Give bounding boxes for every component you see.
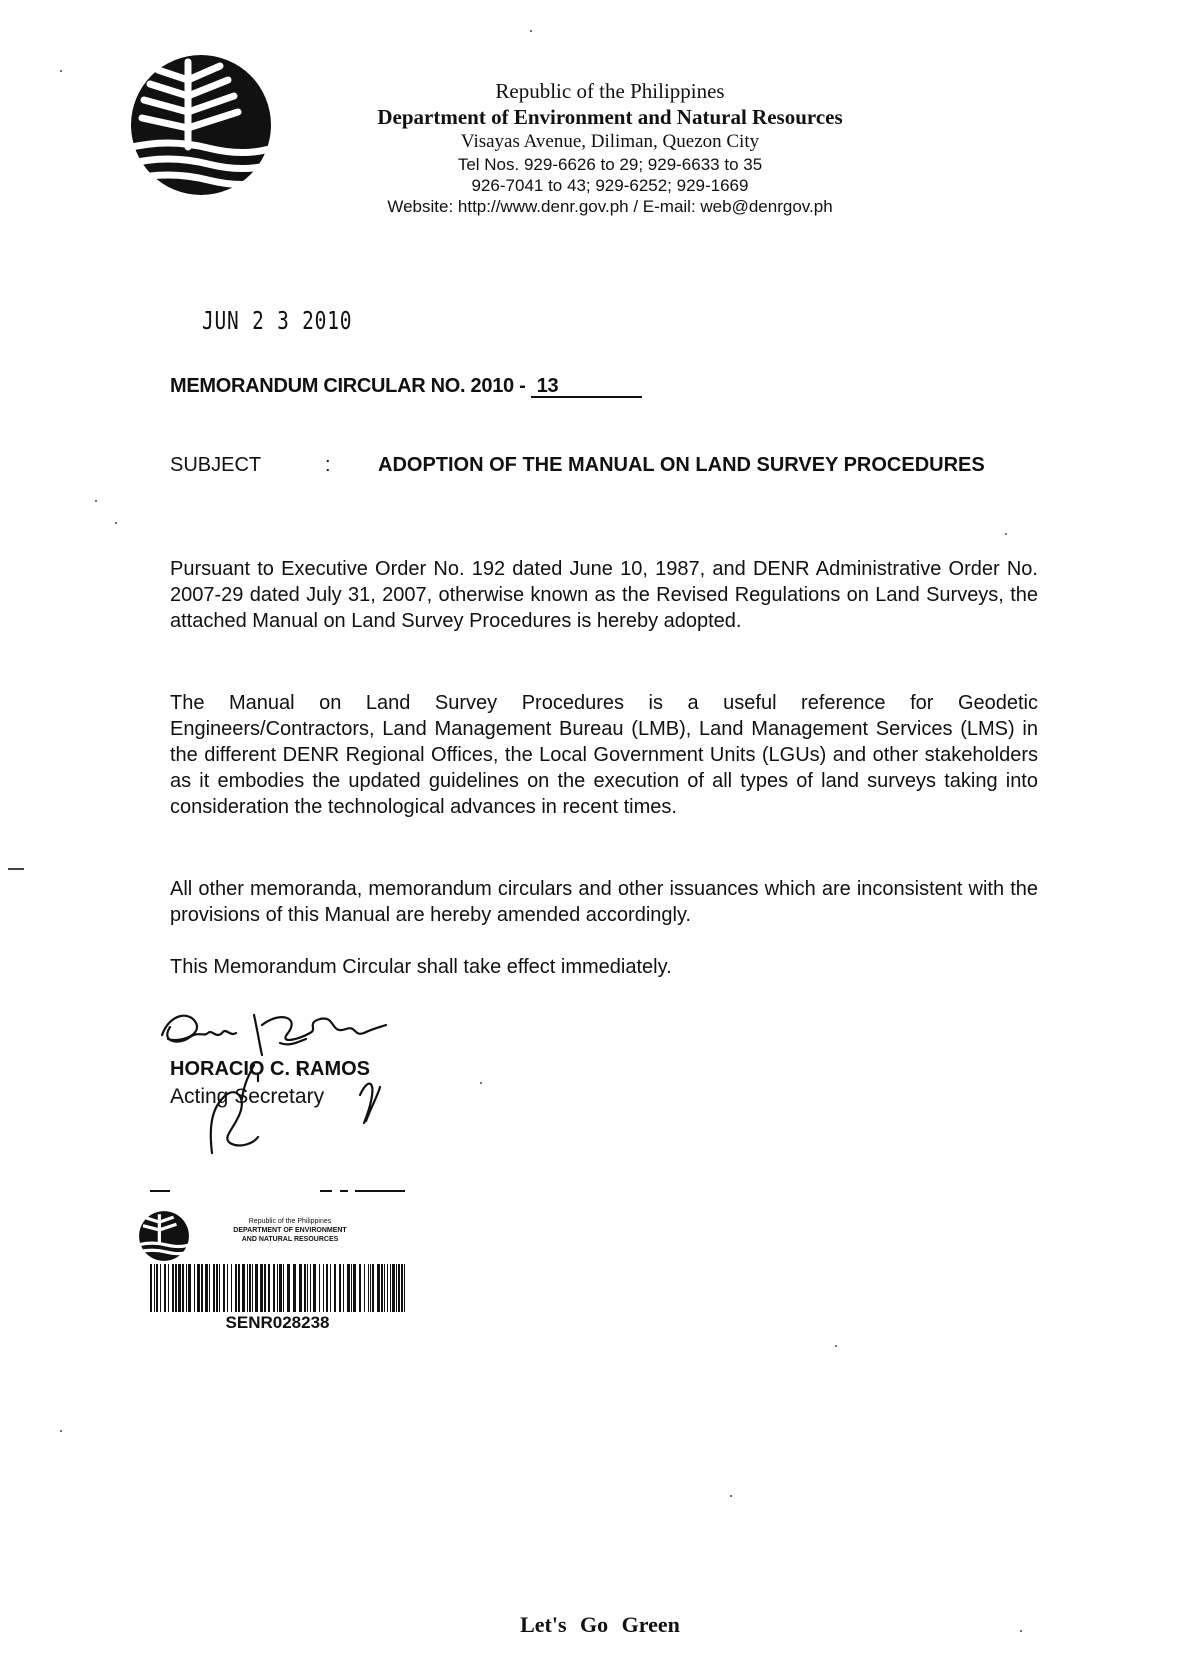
barcode-bar xyxy=(188,1264,191,1312)
letterhead-tel-2: 926-7041 to 43; 929-6252; 929-1669 xyxy=(471,176,749,195)
stamp-denr-logo-icon xyxy=(138,1210,190,1262)
barcode-bar xyxy=(353,1264,356,1312)
barcode-bar xyxy=(372,1264,374,1312)
barcode-bar xyxy=(235,1264,237,1312)
scan-speck xyxy=(95,500,97,502)
barcode-bar xyxy=(154,1264,155,1312)
barcode-bar xyxy=(330,1264,331,1312)
scan-speck xyxy=(115,522,117,524)
barcode-bar xyxy=(323,1264,324,1312)
barcode-bar xyxy=(381,1264,383,1312)
barcode-bar xyxy=(216,1264,218,1312)
barcode-bar xyxy=(186,1264,187,1312)
handwritten-signature xyxy=(150,1003,440,1163)
scan-speck xyxy=(1020,1630,1022,1632)
stamp-line-2: DEPARTMENT OF ENVIRONMENT xyxy=(233,1227,347,1234)
barcode-bar xyxy=(279,1264,282,1312)
barcode-bar xyxy=(351,1264,352,1312)
scan-speck xyxy=(835,1345,837,1347)
divider-line xyxy=(150,1190,405,1192)
barcode-bar xyxy=(201,1264,203,1312)
barcode-bar xyxy=(293,1264,296,1312)
stamp-line-1: Republic of the Philippines xyxy=(248,1218,332,1225)
memo-label: MEMORANDUM CIRCULAR NO. 2010 - xyxy=(170,375,531,397)
barcode-bar xyxy=(273,1264,275,1312)
barcode-bar xyxy=(326,1264,328,1312)
denr-logo xyxy=(128,52,274,198)
letterhead xyxy=(300,78,920,217)
barcode-bar xyxy=(370,1264,371,1312)
stamp-text xyxy=(205,1217,375,1244)
scan-speck xyxy=(530,30,532,32)
barcode-bar xyxy=(249,1264,251,1312)
barcode-bar xyxy=(227,1264,228,1312)
barcode-bar xyxy=(168,1264,169,1312)
barcode-bar xyxy=(160,1264,161,1312)
barcode-bar xyxy=(339,1264,341,1312)
signatory-name: HORACIO C. RAMOS xyxy=(170,1058,370,1080)
barcode-bar xyxy=(238,1264,240,1312)
barcode-bar xyxy=(231,1264,232,1312)
subject-colon: : xyxy=(325,454,331,476)
barcode-bar xyxy=(404,1264,405,1312)
barcode-bar xyxy=(310,1264,311,1312)
barcode-bar xyxy=(156,1264,158,1312)
barcode-bar xyxy=(359,1264,361,1312)
barcode-bar xyxy=(398,1264,400,1312)
barcode-bar xyxy=(277,1264,278,1312)
subject-label: SUBJECT xyxy=(170,454,262,476)
body-paragraph-4: This Memorandum Circular shall take effect immediately. xyxy=(170,956,672,978)
barcode-bar xyxy=(364,1264,365,1312)
barcode-bar xyxy=(182,1264,184,1312)
letterhead-address: Visayas Avenue, Diliman, Quezon City xyxy=(460,131,760,152)
barcode-bar xyxy=(213,1264,215,1312)
barcode-bar xyxy=(178,1264,181,1312)
scan-speck xyxy=(480,1082,482,1084)
memo-number-value: 13 xyxy=(531,376,642,398)
barcode-bar xyxy=(242,1264,245,1312)
signatory-title: Acting Secretary xyxy=(170,1085,325,1108)
barcode-bar xyxy=(205,1264,208,1312)
memo-number xyxy=(170,375,642,398)
barcode-bar xyxy=(313,1264,316,1312)
letterhead-web: Website: http://www.denr.gov.ph / E-mail: web@denrgov.ph xyxy=(387,197,833,216)
scan-speck xyxy=(60,70,62,72)
barcode-bar xyxy=(319,1264,320,1312)
barcode-bar xyxy=(283,1264,284,1312)
letterhead-department: Department of Environment and Natural Resources xyxy=(377,105,843,129)
body-paragraph-3: All other memoranda, memorandum circulars and other issuances which are inconsistent with the provisions of this Manual are hereby amended accordingly. xyxy=(170,878,1038,926)
barcode-bar xyxy=(255,1264,258,1312)
barcode-bar xyxy=(368,1264,369,1312)
barcode xyxy=(150,1264,405,1312)
barcode-bar xyxy=(260,1264,263,1312)
barcode-bar xyxy=(343,1264,344,1312)
barcode-bar xyxy=(347,1264,350,1312)
barcode-bar xyxy=(387,1264,388,1312)
barcode-bar xyxy=(390,1264,391,1312)
barcode-bar xyxy=(299,1264,302,1312)
scan-speck xyxy=(60,1430,62,1432)
barcode-bar xyxy=(264,1264,266,1312)
barcode-bar xyxy=(150,1264,152,1312)
barcode-bar xyxy=(334,1264,336,1312)
letterhead-tel-1: Tel Nos. 929-6626 to 29; 929-6633 to 35 xyxy=(457,155,763,174)
barcode-bar xyxy=(172,1264,174,1312)
subject-text: ADOPTION OF THE MANUAL ON LAND SURVEY PROCEDURES xyxy=(378,454,985,476)
body-paragraph-2: The Manual on Land Survey Procedures is a useful reference for Geodetic Engineers/Contractors, Land Management Bureau (LMB), Land Management Services (LMS) in the different DENR Regional Offices, the Local Government Units (LGUs) and other stakeholders as it embodies the updated guidelines on the execution of all types of land surveys taking into consideration the technological advances in recent times. xyxy=(170,692,1038,818)
barcode-bar xyxy=(252,1264,253,1312)
barcode-bar xyxy=(164,1264,166,1312)
barcode-bar xyxy=(175,1264,177,1312)
stamp-line-3: AND NATURAL RESOURCES xyxy=(241,1236,339,1243)
scan-speck xyxy=(730,1495,732,1497)
barcode-bar xyxy=(223,1264,225,1312)
barcode-bar xyxy=(287,1264,290,1312)
barcode-bar xyxy=(209,1264,210,1312)
body-paragraph-1: Pursuant to Executive Order No. 192 dated June 10, 1987, and DENR Administrative Order No. 2007-29 dated July 31, 2007, otherwise known as the Revised Regulations on Land Surveys, the attached Manual on Land Survey Procedures is hereby adopted. xyxy=(170,558,1038,632)
barcode-bar xyxy=(401,1264,403,1312)
barcode-bar xyxy=(396,1264,397,1312)
footer-slogan: Let's Go Green xyxy=(520,1612,680,1637)
barcode-bar xyxy=(304,1264,306,1312)
barcode-bar xyxy=(219,1264,220,1312)
barcode-bar xyxy=(197,1264,200,1312)
scan-speck xyxy=(8,868,24,870)
barcode-bar xyxy=(392,1264,395,1312)
barcode-bar xyxy=(194,1264,195,1312)
barcode-bar xyxy=(377,1264,380,1312)
barcode-bar xyxy=(268,1264,270,1312)
scan-speck xyxy=(1005,533,1007,535)
barcode-bar xyxy=(247,1264,248,1312)
letterhead-republic: Republic of the Philippines xyxy=(495,79,725,103)
date-stamp: JUN 2 3 2010 xyxy=(202,306,353,335)
barcode-id: SENR028238 xyxy=(225,1313,330,1332)
barcode-bar xyxy=(384,1264,385,1312)
barcode-bar xyxy=(307,1264,308,1312)
